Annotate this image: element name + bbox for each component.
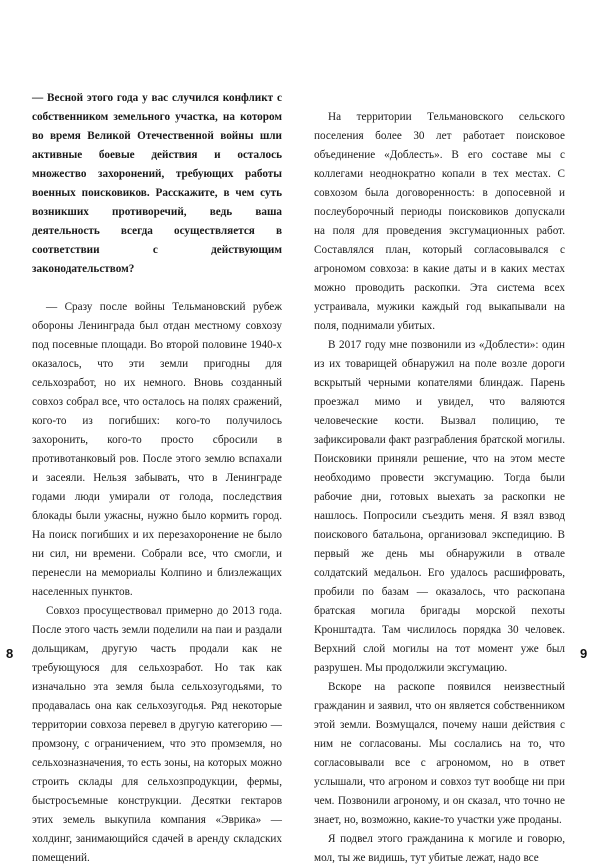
- answer-paragraph: — Сразу после войны Тельмановский рубеж обороны Ленинграда был отдан местному совхозу под посевные площади. Во второй половине 1940-х оказалось, что эти земли пригодны для сельхозработ, но их немного. Вновь созданный совхоз собрал все, что осталось на полях сражений, кого-то из погибших: кого-то получилось захоронить, кого-то просто сбросили в противотанковый ров. После этого землю вспахали и засеяли. Нельзя забывать, что в Ленинграде годами люди умирали от голода, последствия блокады были ужасны, нужно было кормить город. На поиск погибших и их перезахоронение не было ни сил, ни времени. Собрали все, что смогли, и перенесли на мемориалы Колпино и близлежащих населенных пунктов.: [32, 301, 282, 598]
- answer-paragraph: Совхоз просуществовал примерно до 2013 года. После этого часть земли поделили на паи и раздали дольщикам, другую часть продали как не требующуюся для сельхозработ. Но так как изначально эта земля была сельхозугодьями, то продавалась она как сельхозугодья. Ряд некоторые территории совхоза перевел в другую категорию — промзону, с ограничением, что это промземля, но сельхозназначения, то есть зоны, на которых можно строить склады для сельхозпродукции, фермы, быстросъемные конструкции. Десятки гектаров этих земель выкупила компания «Эврика» — холдинг, занимающийся сдачей в аренду складских помещений.: [32, 605, 282, 864]
- answer-paragraph: Вскоре на раскопе появился неизвестный гражданин и заявил, что он является собственником этой земли. Возмущался, почему наши действия с ним не согласованы. Мы сослались на то, что согласовывали все с агрономом, но в ответ услышали, что агроном и совхоз тут вообще ни при чем. Позвонили агроному, и он сказал, что точно не знает, но, возможно, какие-то участки уже проданы.: [314, 681, 565, 826]
- answer-paragraph: В 2017 году мне позвонили из «Доблести»: один из их товарищей обнаружил на поле возле дороги вскрытый черными копателями блиндаж. Парень проезжал мимо и увидел, что валяются человеческие кости. Вызвал полицию, те зафиксировали факт разграбления братской могилы. Поисковики приняли решение, что на этом месте необходимо провести эксгумацию. Тогда были рабочие дни, готовых выехать за раскопки не нашлось. Попросили съездить меня. Я взял взвод поискового батальона, организовал экспедицию. В первый же день мы обнаружили в отвале солдатский медальон. Его удалось расшифровать, пробили по базам — оказалось, что раскопана братская могила бригады морской пехоты Кронштадта. Там числилось порядка 30 человек. Верхний слой могилы на тот момент уже был разрушен. Мы продолжили эксгумацию.: [314, 339, 565, 674]
- left-page-column: [32, 89, 282, 868]
- answer-paragraph: На территории Тельмановского сельского поселения более 30 лет работает поисковое объединение «Доблесть». В его составе мы с коллегами неоднократно копали в тех местах. С совхозом была договоренность: в допосевной и послеуборочный периоды поисковиков допускали на поля для проведения эксгумационных работ. Составлялся план, который согласовывался с агрономом совхоза: в какие даты и в каких местах можно проводить раскопки. Эта система всех устраивала, мужики каждый год выкапывали на поля, поднимали убитых.: [314, 111, 565, 332]
- right-page-column: [314, 108, 565, 868]
- answer-paragraph: Я подвел этого гражданина к могиле и говорю, мол, ты же видишь, тут убитые лежат, надо все: [314, 833, 565, 864]
- interview-question: — Весной этого года у вас случился конфликт с собственником земельного участка, на котором во время Великой Отечественной войны шли активные боевые действия и осталось множество захоронений, требующих работы военных поисковиков. Расскажите, в чем суть возникших противоречий, ведь ваша деятельность всегда осуществляется в соответствии с действующим законодательством?: [32, 92, 282, 275]
- page-number-left: 8: [6, 646, 14, 661]
- page-number-right: 9: [580, 646, 588, 661]
